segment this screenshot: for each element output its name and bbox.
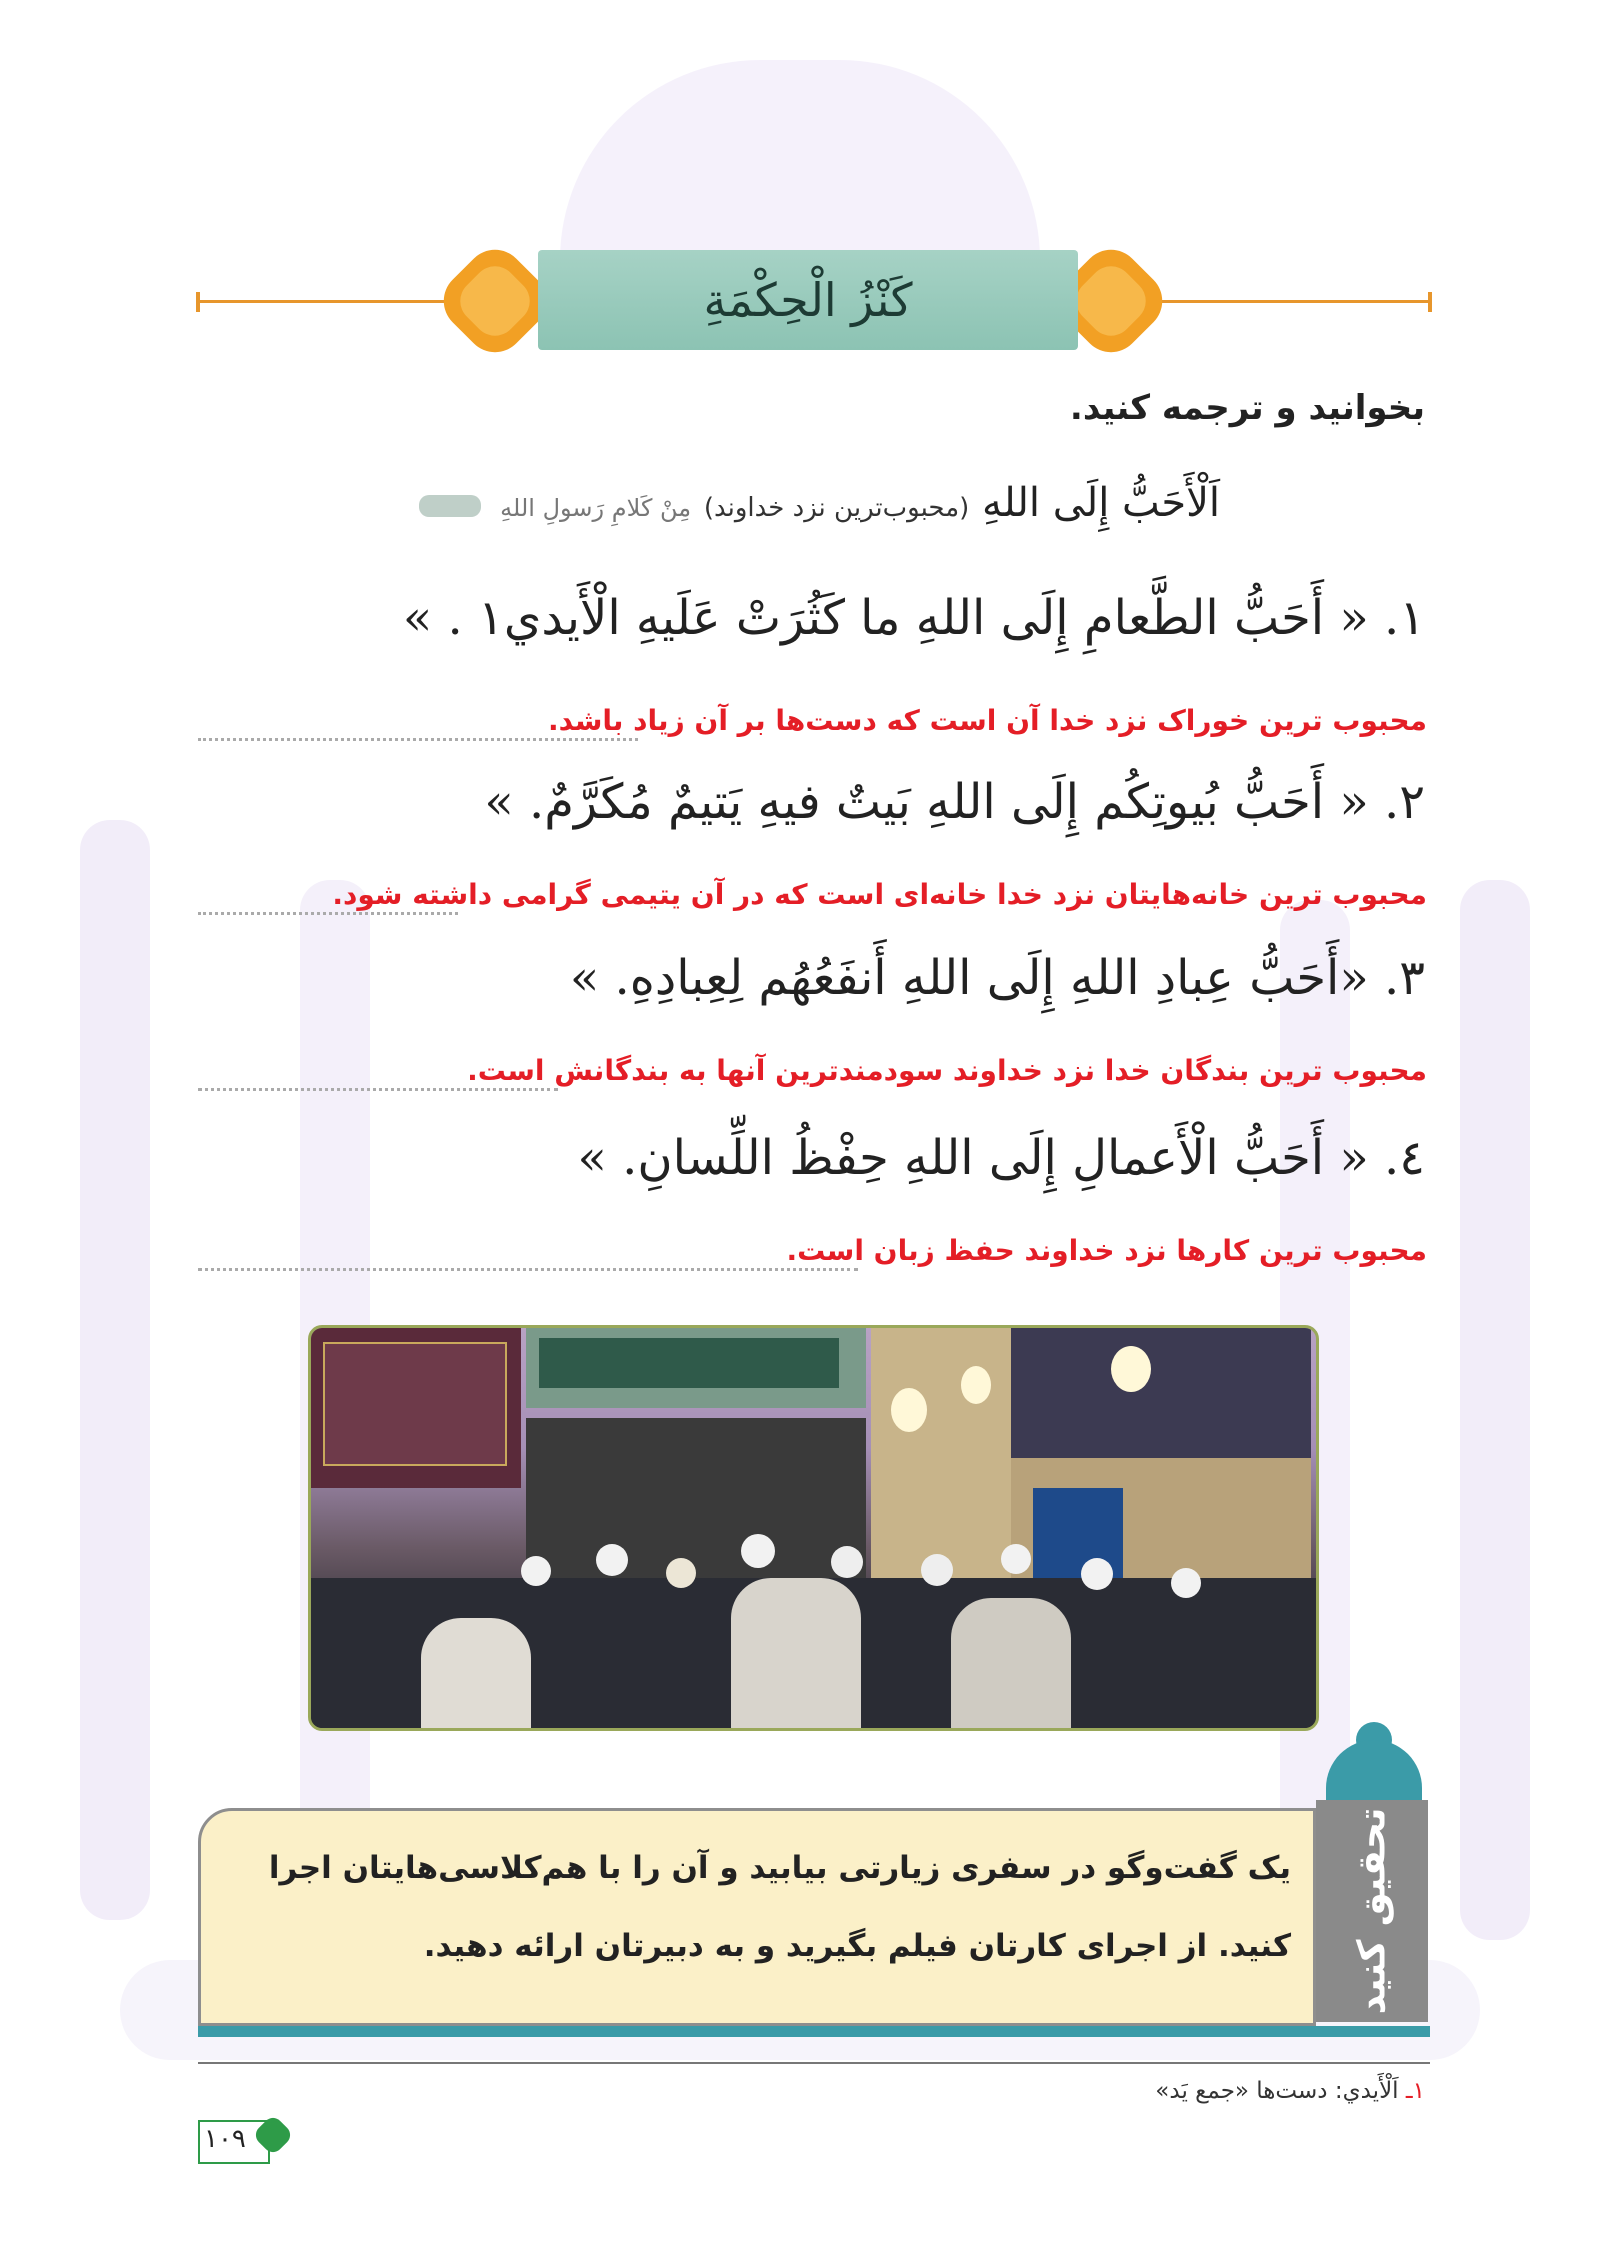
page-number: ١٠٩ bbox=[204, 2124, 246, 2154]
research-label-text: تحقیق کنید bbox=[1349, 1807, 1394, 2015]
answer-dots-4 bbox=[198, 1268, 858, 1271]
translation-2: محبوب ترین خانه‌هایتان نزد خدا خانه‌ای است که در آن یتیمی گرامی داشته شود. bbox=[332, 878, 1427, 911]
instruction: بخوانید و ترجمه کنید. bbox=[1069, 388, 1425, 428]
translation-3: محبوب ترین بندگان خدا نزد خداوند سودمندترین آنها به بندگانش است. bbox=[467, 1054, 1427, 1087]
research-box bbox=[198, 1808, 1316, 2026]
subheading-arabic: اَلْأَحَبُّ إِلَى اللهِ bbox=[982, 480, 1220, 526]
subheading-translation: (محبوب‌ترین نزد خداوند) bbox=[703, 493, 970, 523]
translation-1: محبوب ترین خوراک نزد خدا آن است که دست‌ها بر آن زیاد باشد. bbox=[548, 704, 1427, 737]
answer-dots-1 bbox=[198, 738, 638, 741]
header-line-left bbox=[198, 300, 458, 303]
research-text: یک گفت‌وگو در سفری زیارتی بیابید و آن را با هم‌کلاسی‌هایتان اجرا کنید. از اجرای کارتان فیلم بگیرید و به دبیرتان ارائه دهید. bbox=[268, 1850, 1291, 1964]
answer-dots-3 bbox=[198, 1088, 558, 1091]
hadith-4: ٤. « أَحَبُّ الْأَعمالِ إِلَى اللهِ حِفْظُ اللِّسانِ. » bbox=[577, 1130, 1425, 1186]
header-line-cap-left bbox=[196, 292, 200, 312]
answer-dots-2 bbox=[198, 912, 458, 915]
research-bottom-bar bbox=[198, 2026, 1430, 2037]
research-label bbox=[1316, 1800, 1428, 2022]
footnote bbox=[1155, 2078, 1425, 2104]
footnote-number: ١ـ bbox=[1405, 2078, 1425, 2104]
mosque-interior-photo bbox=[308, 1325, 1319, 1731]
translation-4: محبوب ترین کارها نزد خداوند حفظ زبان است. bbox=[786, 1234, 1427, 1267]
header-line-right bbox=[1148, 300, 1430, 303]
section-title: كَنْزُ الْحِكْمَةِ bbox=[538, 250, 1078, 350]
hadith-3: ٣. «أَحَبُّ عِبادِ اللهِ إِلَى اللهِ أَنفَعُهُم لِعِبادِهِ. » bbox=[569, 950, 1425, 1006]
subheading bbox=[419, 480, 1220, 526]
prophet-seal-icon bbox=[419, 495, 481, 517]
subheading-source: مِنْ كَلامِ رَسولِ اللهِ bbox=[500, 494, 692, 522]
hadith-1: ١. « أَحَبُّ الطَّعامِ إِلَى اللهِ ما كَثُرَتْ عَلَيهِ الْأَيدي١ . » bbox=[402, 590, 1425, 646]
footnote-divider bbox=[198, 2062, 1430, 2064]
hadith-2: ٢. « أَحَبُّ بُيوتِكُم إِلَى اللهِ بَيتٌ فيهِ يَتيمٌ مُكَرَّمٌ. » bbox=[484, 774, 1425, 830]
footnote-text: اَلْأَيدي: دست‌ها «جمع يَد» bbox=[1155, 2078, 1399, 2104]
header-line-cap-right bbox=[1428, 292, 1432, 312]
